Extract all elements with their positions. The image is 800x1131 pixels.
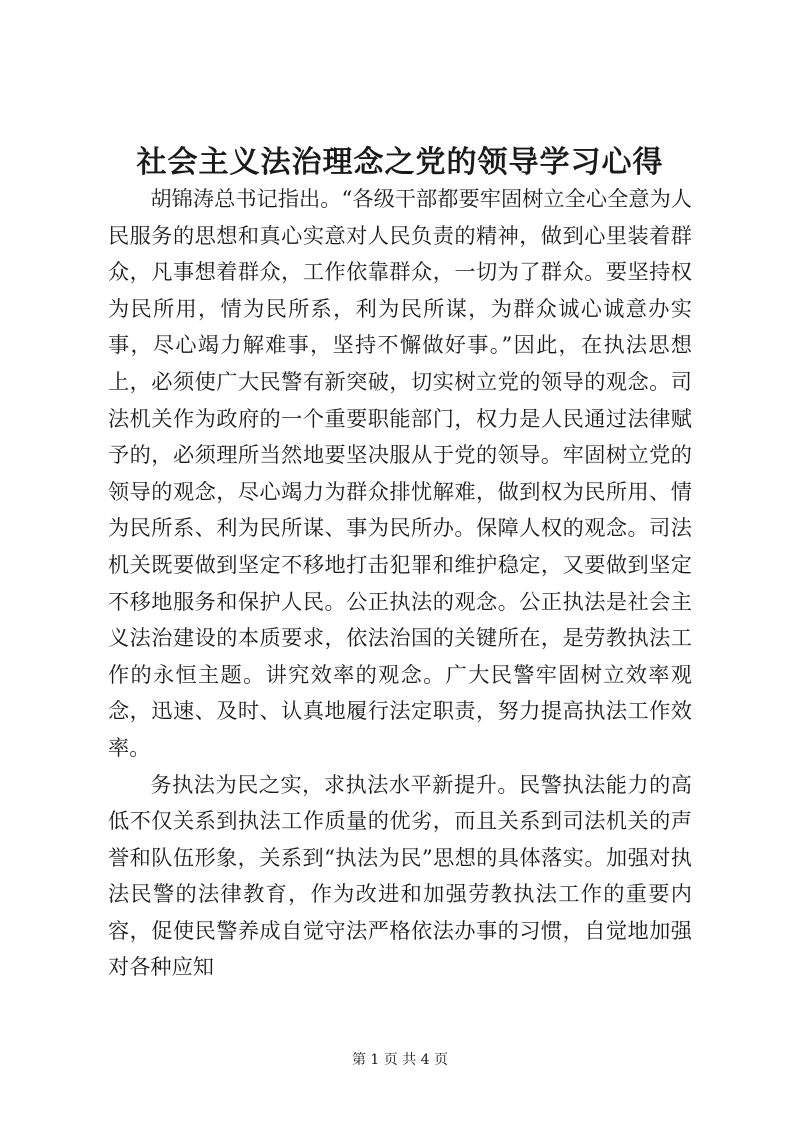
paragraph-2: 务执法为民之实，求执法水平新提升。民警执法能力的高低不仅关系到执法工作质量的优劣，而且关系到司法机关的声誉和队伍形象，关系到“执法为民”思想的具体落实。加强对执法民警的法律教育，作为改进和加强劳教执法工作的重要内容，促使民警养成自觉守法严格依法办事的习惯，自觉地加强对各种应知 — [108, 771, 692, 980]
page-footer: 第 1 页 共 4 页 — [351, 1052, 449, 1068]
document-body — [108, 181, 692, 986]
document-title: 社会主义法治理念之党的领导学习心得 — [136, 145, 664, 180]
paragraph-1: 胡锦涛总书记指出。“各级干部都要牢固树立全心全意为人民服务的思想和真心实意对人民负责的精神，做到心里装着群众，凡事想着群众，工作依靠群众，一切为了群众。要坚持权为民所用，情为民所系，利为民所谋，为群众诚心诚意办实事，尽心竭力解难事，坚持不懈做好事。”因此，在执法思想上，必须使广大民警有新突破，切实树立党的领导的观念。司法机关作为政府的一个重要职能部门，权力是人民通过法律赋予的，必须理所当然地要坚决服从于党的领导。牢固树立党的领导的观念，尽心竭力为群众排忧解难，做到权为民所用、情为民所系、利为民所谋、事为民所办。保障人权的观念。司法机关既要做到坚定不移地打击犯罪和维护稳定，又要做到坚定不移地服务和保护人民。公正执法的观念。公正执法是社会主义法治建设的本质要求，依法治国的关键所在，是劳教执法工作的永恒主题。讲究效率的观念。广大民警牢固树立效率观念，迅速、及时、认真地履行法定职责，努力提高执法工作效率。 — [108, 186, 692, 760]
